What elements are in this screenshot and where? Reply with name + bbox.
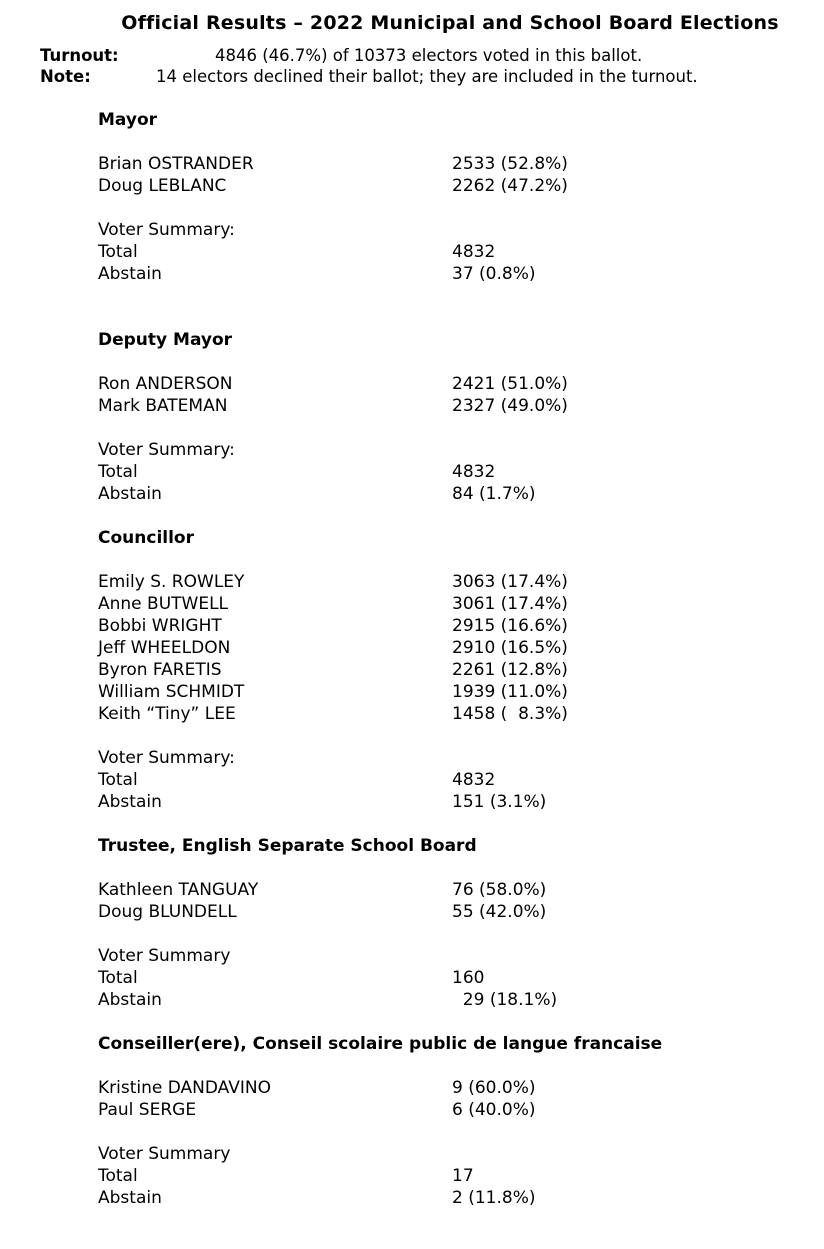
abstain-value: 29 (18.1%) <box>452 990 558 1010</box>
candidate-name: Doug BLUNDELL <box>98 902 237 922</box>
race-title: Conseiller(ere), Conseil scolaire public de langue francaise <box>98 1034 663 1054</box>
candidate-name: Doug LEBLANC <box>98 176 227 196</box>
total-value: 4832 <box>452 770 496 790</box>
candidate-row <box>98 571 798 593</box>
candidate-row <box>98 373 798 395</box>
total-row <box>98 769 798 791</box>
race-title: Mayor <box>98 110 158 130</box>
total-row <box>98 1165 798 1187</box>
total-label: Total <box>98 770 138 790</box>
voter-summary-text: Voter Summary <box>98 946 231 966</box>
candidate-name: Kristine DANDAVINO <box>98 1078 271 1098</box>
abstain-label: Abstain <box>98 990 162 1010</box>
race-title: Deputy Mayor <box>98 330 233 350</box>
abstain-row <box>98 483 798 505</box>
total-row <box>98 461 798 483</box>
candidate-name: Kathleen TANGUAY <box>98 880 259 900</box>
candidate-result: 1939 (11.0%) <box>452 682 568 702</box>
abstain-label: Abstain <box>98 792 162 812</box>
candidate-row <box>98 395 798 417</box>
abstain-label: Abstain <box>98 484 162 504</box>
abstain-value: 84 (1.7%) <box>452 484 536 504</box>
total-row <box>98 241 798 263</box>
candidate-row <box>98 615 798 637</box>
abstain-value: 2 (11.8%) <box>452 1188 536 1208</box>
note-line <box>40 67 698 87</box>
total-label: Total <box>98 1166 138 1186</box>
candidate-result: 2262 (47.2%) <box>452 176 568 196</box>
abstain-label: Abstain <box>98 1188 162 1208</box>
turnout-text: 4846 (46.7%) of 10373 electors voted in this ballot. <box>215 46 643 65</box>
document-title: Official Results – 2022 Municipal and School Board Elections <box>121 12 779 34</box>
results-body <box>98 109 798 1231</box>
candidate-name: Ron ANDERSON <box>98 374 233 394</box>
total-row <box>98 967 798 989</box>
candidate-row <box>98 681 798 703</box>
total-value: 4832 <box>452 462 496 482</box>
candidate-row <box>98 879 798 901</box>
race-trustee <box>98 835 798 1011</box>
candidate-result: 1458 ( 8.3%) <box>452 704 568 724</box>
candidate-name: Byron FARETIS <box>98 660 222 680</box>
candidate-name: Paul SERGE <box>98 1100 197 1120</box>
total-label: Total <box>98 462 138 482</box>
voter-summary-label <box>98 945 798 967</box>
abstain-row <box>98 791 798 813</box>
candidate-result: 2533 (52.8%) <box>452 154 568 174</box>
race-mayor <box>98 109 798 285</box>
candidate-result: 2910 (16.5%) <box>452 638 568 658</box>
abstain-value: 151 (3.1%) <box>452 792 547 812</box>
voter-summary-label <box>98 219 798 241</box>
note-text: 14 electors declined their ballot; they are included in the turnout. <box>156 67 698 86</box>
candidate-name: Anne BUTWELL <box>98 594 229 614</box>
candidate-name: Jeff WHEELDON <box>98 638 231 658</box>
candidate-result: 2261 (12.8%) <box>452 660 568 680</box>
total-value: 17 <box>452 1166 474 1186</box>
race-conseiller <box>98 1033 798 1209</box>
candidate-result: 76 (58.0%) <box>452 880 547 900</box>
candidate-name: Keith “Tiny” LEE <box>98 704 236 724</box>
voter-summary-label <box>98 439 798 461</box>
note-label: Note: <box>40 67 91 86</box>
abstain-row <box>98 263 798 285</box>
candidate-row <box>98 153 798 175</box>
abstain-row <box>98 1187 798 1209</box>
turnout-label: Turnout: <box>40 46 119 65</box>
candidate-name: Brian OSTRANDER <box>98 154 254 174</box>
voter-summary-text: Voter Summary: <box>98 440 235 460</box>
candidate-name: Bobbi WRIGHT <box>98 616 222 636</box>
voter-summary-label <box>98 747 798 769</box>
candidate-result: 55 (42.0%) <box>452 902 547 922</box>
candidate-result: 2915 (16.6%) <box>452 616 568 636</box>
total-value: 160 <box>452 968 485 988</box>
candidate-row <box>98 637 798 659</box>
candidate-name: Emily S. ROWLEY <box>98 572 245 592</box>
race-title: Councillor <box>98 528 194 548</box>
candidate-result: 2421 (51.0%) <box>452 374 568 394</box>
race-deputy-mayor <box>98 329 798 505</box>
total-label: Total <box>98 968 138 988</box>
candidate-row <box>98 703 798 725</box>
turnout-line <box>40 46 643 66</box>
total-label: Total <box>98 242 138 262</box>
candidate-row <box>98 1099 798 1121</box>
voter-summary-text: Voter Summary <box>98 1144 231 1164</box>
abstain-label: Abstain <box>98 264 162 284</box>
candidate-name: William SCHMIDT <box>98 682 245 702</box>
candidate-row <box>98 175 798 197</box>
voter-summary-label <box>98 1143 798 1165</box>
candidate-row <box>98 659 798 681</box>
voter-summary-text: Voter Summary: <box>98 748 235 768</box>
candidate-result: 3061 (17.4%) <box>452 594 568 614</box>
abstain-value: 37 (0.8%) <box>452 264 536 284</box>
race-title: Trustee, English Separate School Board <box>98 836 477 856</box>
candidate-row <box>98 901 798 923</box>
candidate-row <box>98 593 798 615</box>
candidate-result: 9 (60.0%) <box>452 1078 536 1098</box>
total-value: 4832 <box>452 242 496 262</box>
candidate-result: 6 (40.0%) <box>452 1100 536 1120</box>
candidate-row <box>98 1077 798 1099</box>
candidate-result: 3063 (17.4%) <box>452 572 568 592</box>
candidate-result: 2327 (49.0%) <box>452 396 568 416</box>
abstain-row <box>98 989 798 1011</box>
voter-summary-text: Voter Summary: <box>98 220 235 240</box>
candidate-name: Mark BATEMAN <box>98 396 228 416</box>
race-councillor <box>98 527 798 813</box>
